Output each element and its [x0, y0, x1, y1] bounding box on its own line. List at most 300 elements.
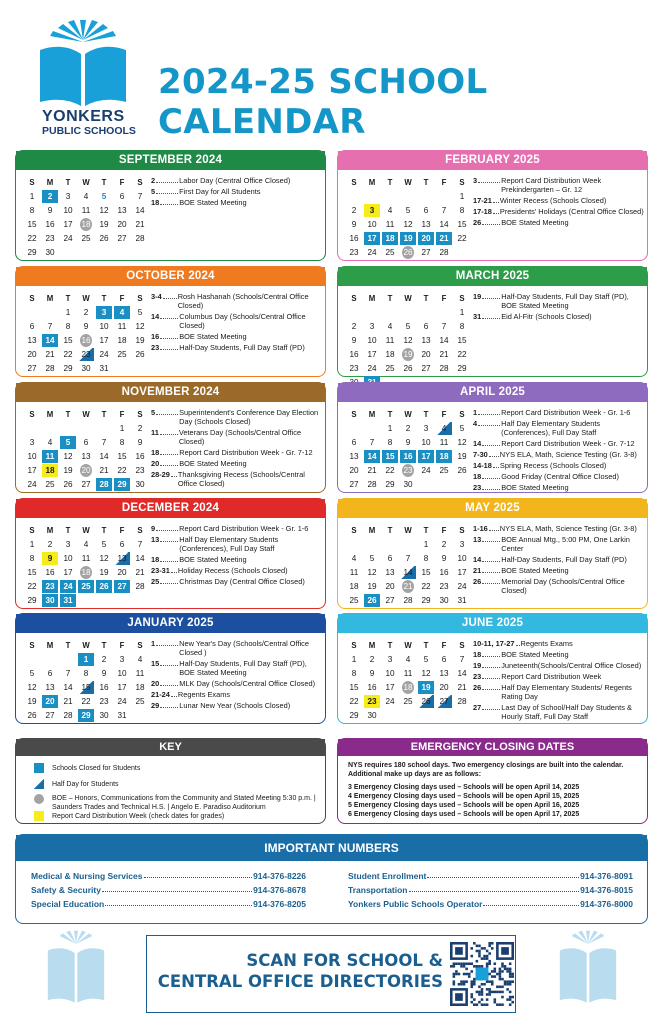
event-item: [473, 450, 645, 459]
calendar-day: 3: [459, 540, 465, 549]
calendar-day: 16: [400, 450, 416, 463]
event-text: Eid Al-Fitr (Schools Closed): [501, 312, 592, 321]
event-date: 18: [151, 555, 160, 564]
calendar-day: 18: [81, 568, 91, 577]
calendar-day: 9: [351, 336, 357, 345]
weekday-label: S: [351, 410, 357, 419]
weekday-label: S: [137, 410, 143, 419]
weekday-label: T: [423, 526, 429, 535]
calendar-day: 7: [441, 206, 447, 215]
calendar-day: 3: [65, 540, 71, 549]
calendar-day: 30: [99, 711, 109, 720]
event-date: 23-31: [151, 566, 170, 575]
month-events: [473, 408, 645, 494]
calendar-day: 5: [29, 669, 35, 678]
calendar-day: 29: [27, 596, 37, 605]
calendar-empty: [78, 594, 94, 607]
calendar-day: 10: [367, 220, 377, 229]
weekday-label: S: [137, 641, 143, 650]
calendar-day: 13: [421, 220, 431, 229]
calendar-day: 17: [457, 568, 467, 577]
event-date: 21: [473, 566, 482, 575]
calendar-day: 13: [421, 336, 431, 345]
calendar-day: 25: [117, 350, 127, 359]
calendar-day: 6: [119, 192, 125, 201]
calendar-day: 4: [436, 422, 452, 435]
calendar-empty: [382, 709, 398, 722]
phone-number-row: [348, 885, 633, 895]
leader-dots: [493, 461, 499, 468]
calendar-day: 27: [385, 596, 395, 605]
calendar-day: 21: [439, 350, 449, 359]
leader-dots: [482, 472, 500, 479]
calendar-day: 14: [99, 452, 109, 461]
calendar-empty: [364, 538, 380, 551]
calendar-day: 28: [45, 364, 55, 373]
calendar-day: 20: [117, 220, 127, 229]
calendar-day: 14: [439, 220, 449, 229]
weekday-label: F: [119, 410, 125, 419]
leader-dots: [156, 524, 178, 531]
weekday-label: S: [137, 526, 143, 535]
weekday-label: T: [423, 410, 429, 419]
event-item: [151, 679, 323, 688]
emergency-line: 5 Emergency Closing days used – Schools will be open April 16, 2025: [348, 802, 580, 809]
calendar-day: 13: [81, 452, 91, 461]
calendar-day: 12: [135, 322, 145, 331]
leader-dots: [489, 524, 499, 531]
calendar-day: 13: [385, 568, 395, 577]
calendar-day: 8: [83, 669, 89, 678]
event-text: BOE Stated Meeting: [179, 332, 247, 341]
weekday-label: T: [65, 294, 71, 303]
weekday-label: S: [29, 641, 35, 650]
closed-square-icon: [34, 763, 44, 773]
calendar-day: 4: [405, 655, 411, 664]
calendar-day: 4: [83, 540, 89, 549]
book-logo-left-icon: [40, 930, 112, 1010]
calendar-day: 23: [349, 248, 359, 257]
event-date: 13: [473, 535, 482, 544]
key-half-label: Half Day for Students: [52, 780, 119, 788]
month-grid: [346, 292, 478, 390]
event-date: 9: [151, 524, 156, 533]
calendar-day: 25: [439, 466, 449, 475]
calendar-day: 24: [63, 234, 73, 243]
event-date: 19: [473, 661, 482, 670]
month-panel: [15, 613, 326, 724]
calendar-empty: [132, 709, 148, 722]
weekday-label: M: [368, 294, 376, 303]
leader-dots: [482, 535, 500, 542]
calendar-day: 5: [405, 206, 411, 215]
weekday-label: S: [459, 641, 465, 650]
calendar-day: 13: [117, 206, 127, 215]
event-date: 13: [151, 535, 160, 544]
calendar-day: 11: [385, 220, 395, 229]
event-date: 18: [151, 198, 160, 207]
calendar-day: 12: [99, 206, 109, 215]
leader-dots: [482, 555, 500, 562]
calendar-day: 13: [45, 683, 55, 692]
event-item: [151, 690, 323, 699]
event-text: Half-Day Students, Full Day Staff (PD), BOE Stated Meeting: [501, 292, 629, 310]
calendar-day: 1: [119, 424, 125, 433]
calendar-day: 4: [114, 306, 130, 319]
leader-dots: [144, 871, 253, 878]
calendar-day: 15: [117, 452, 127, 461]
calendar-day: 8: [119, 438, 125, 447]
calendar-day: 12: [421, 669, 431, 678]
calendar-day: 6: [441, 655, 447, 664]
calendar-day: 23: [439, 582, 449, 591]
page-title: 2024-25 SCHOOL CALENDAR: [158, 62, 488, 142]
calendar-day: 20: [117, 568, 127, 577]
calendar-empty: [60, 653, 76, 666]
calendar-day: 21: [135, 220, 145, 229]
calendar-day: 23: [364, 695, 380, 708]
weekday-label: W: [404, 641, 412, 650]
leader-dots: [482, 672, 500, 679]
weekday-label: F: [119, 641, 125, 650]
event-date: 20: [151, 459, 160, 468]
month-events: [151, 292, 323, 354]
weekday-label: W: [82, 178, 90, 187]
calendar-day: 9: [42, 552, 58, 565]
calendar-empty: [364, 422, 380, 435]
calendar-day: 1: [423, 540, 429, 549]
calendar-empty: [24, 306, 40, 319]
calendar-day: 14: [63, 683, 73, 692]
calendar-day: 4: [47, 438, 53, 447]
calendar-day: 11: [42, 450, 58, 463]
event-date: 25: [151, 577, 160, 586]
event-text: Winter Recess (Schools Closed): [499, 196, 607, 205]
calendar-day: 11: [135, 669, 145, 678]
month-panel: [15, 266, 326, 377]
event-date: 15: [151, 659, 160, 668]
calendar-day: 23: [78, 348, 94, 361]
calendar-empty: [132, 246, 148, 259]
phone-number-row: [348, 871, 633, 881]
calendar-day: 9: [441, 554, 447, 563]
calendar-day: 2: [441, 540, 447, 549]
calendar-day: 25: [385, 364, 395, 373]
weekday-label: T: [387, 294, 393, 303]
calendar-day: 14: [364, 450, 380, 463]
calendar-day: 15: [421, 568, 431, 577]
event-item: [151, 292, 323, 310]
phone-label: Yonkers Public Schools Operator: [348, 899, 483, 909]
event-item: [473, 577, 645, 595]
event-date: 17-18: [473, 207, 492, 216]
calendar-day: 10: [457, 554, 467, 563]
calendar-day: 14: [135, 206, 145, 215]
calendar-day: 9: [83, 322, 89, 331]
calendar-day: 16: [349, 234, 359, 243]
phone-number: 914-376-8091: [580, 871, 633, 881]
leader-dots: [105, 899, 252, 906]
key-rcd-label: Report Card Distribution Week (check dates for grades): [52, 812, 225, 820]
weekday-label: S: [459, 178, 465, 187]
calendar-day: 5: [101, 540, 107, 549]
calendar-day: 3: [96, 306, 112, 319]
weekday-label: S: [351, 178, 357, 187]
scan-line-1: SCAN FOR SCHOOL &: [246, 951, 443, 970]
calendar-day: 20: [349, 466, 359, 475]
event-item: [473, 408, 645, 417]
month-events: [473, 639, 645, 723]
calendar-day: 10: [117, 669, 127, 678]
calendar-day: 7: [137, 540, 143, 549]
leader-dots: [160, 448, 178, 455]
calendar-empty: [418, 190, 434, 203]
leader-dots: [482, 703, 500, 710]
calendar-day: 22: [457, 350, 467, 359]
leader-dots: [160, 535, 178, 542]
calendar-day: 14: [42, 334, 58, 347]
calendar-day: 1: [459, 308, 465, 317]
calendar-day: 25: [403, 697, 413, 706]
weekday-label: S: [351, 641, 357, 650]
calendar-day: 20: [27, 350, 37, 359]
calendar-day: 14: [439, 336, 449, 345]
calendar-day: 27: [436, 695, 452, 708]
qr-code-icon[interactable]: [450, 940, 514, 1008]
calendar-day: 15: [382, 450, 398, 463]
calendar-day: 7: [65, 669, 71, 678]
weekday-label: T: [101, 410, 107, 419]
calendar-empty: [418, 306, 434, 319]
calendar-day: 11: [81, 554, 91, 563]
calendar-day: 19: [403, 350, 413, 359]
calendar-empty: [60, 246, 76, 259]
calendar-day: 30: [403, 480, 413, 489]
calendar-day: 19: [400, 232, 416, 245]
weekday-label: W: [82, 641, 90, 650]
calendar-day: 15: [27, 568, 37, 577]
calendar-day: 13: [349, 452, 359, 461]
calendar-day: 19: [418, 681, 434, 694]
leader-dots: [478, 176, 500, 183]
calendar-day: 3: [364, 204, 380, 217]
boe-circle-icon: [34, 794, 44, 804]
calendar-day: 27: [349, 480, 359, 489]
weekday-label: W: [404, 294, 412, 303]
event-text: Half Day Elementary Students (Conferences), Full Day Staff: [179, 535, 279, 553]
event-item: [473, 439, 645, 448]
event-date: 23: [151, 343, 160, 352]
event-text: Last Day of School/Half Day Students & Hourly Staff, Full Day Staff: [501, 703, 632, 721]
calendar-empty: [132, 362, 148, 375]
event-date: 3-4: [151, 292, 162, 301]
event-date: 5: [151, 408, 156, 417]
event-item: [151, 332, 323, 341]
month-grid: [24, 408, 156, 492]
calendar-empty: [96, 594, 112, 607]
event-date: 14-18: [473, 461, 492, 470]
month-title: MAY 2025: [338, 499, 647, 518]
event-text: BOE Stated Meeting: [179, 555, 247, 564]
phone-number: 914-376-8678: [253, 885, 306, 895]
calendar-day: 17: [364, 232, 380, 245]
weekday-label: M: [368, 178, 376, 187]
event-item: [151, 187, 323, 196]
calendar-day: 24: [60, 580, 76, 593]
calendar-empty: [24, 653, 40, 666]
calendar-day: 24: [367, 248, 377, 257]
event-text: Columbus Day (Schools/Central Office Closed): [179, 312, 306, 330]
event-date: 19: [473, 292, 482, 301]
calendar-day: 23: [135, 466, 145, 475]
event-text: BOE Stated Meeting: [501, 650, 569, 659]
calendar-day: 11: [117, 322, 127, 331]
leader-dots: [160, 701, 178, 708]
weekday-label: T: [65, 178, 71, 187]
calendar-day: 5: [137, 308, 143, 317]
weekday-label: F: [441, 294, 447, 303]
month-panel: [337, 613, 648, 724]
calendar-day: 16: [349, 350, 359, 359]
calendar-day: 29: [421, 596, 431, 605]
calendar-day: 12: [99, 554, 109, 563]
calendar-day: 16: [367, 683, 377, 692]
weekday-label: W: [82, 294, 90, 303]
calendar-day: 3: [423, 424, 429, 433]
calendar-day: 5: [60, 436, 76, 449]
event-text: BOE Stated Meeting: [501, 218, 569, 227]
calendar-day: 30: [45, 248, 55, 257]
event-text: Veterans Day (Schools/Central Office Closed): [178, 428, 302, 446]
calendar-day: 4: [83, 192, 89, 201]
weekday-label: M: [368, 526, 376, 535]
calendar-day: 21: [457, 683, 467, 692]
event-text: Half Day Elementary Students (Conferences), Full Day Staff: [501, 419, 601, 437]
event-text: Labor Day (Central Office Closed): [179, 176, 291, 185]
calendar-day: 25: [349, 596, 359, 605]
event-text: Half-Day Students, Full Day Staff (PD): [179, 343, 305, 352]
key-boe: [34, 794, 319, 812]
event-date: 23: [473, 483, 482, 492]
event-item: [151, 701, 323, 710]
calendar-day: 6: [47, 669, 53, 678]
event-item: [473, 524, 645, 533]
weekday-label: T: [387, 410, 393, 419]
weekday-label: T: [101, 641, 107, 650]
leader-dots: [482, 566, 500, 573]
event-text: Good Friday (Central Office Closed): [501, 472, 619, 481]
calendar-day: 22: [117, 466, 127, 475]
weekday-label: M: [46, 178, 54, 187]
event-date: 16: [151, 332, 160, 341]
leader-dots: [489, 450, 499, 457]
calendar-day: 4: [387, 206, 393, 215]
calendar-day: 24: [457, 582, 467, 591]
calendar-day: 13: [439, 669, 449, 678]
weekday-label: F: [119, 294, 125, 303]
book-logo-right-icon: [552, 930, 624, 1010]
leader-dots: [160, 428, 178, 435]
event-date: 1: [151, 639, 156, 648]
calendar-day: 19: [99, 220, 109, 229]
calendar-day: 1: [78, 653, 94, 666]
calendar-empty: [42, 422, 58, 435]
event-text: Report Card Distribution Week - Gr. 1-6: [179, 524, 309, 533]
event-item: [473, 555, 645, 564]
calendar-day: 29: [27, 248, 37, 257]
calendar-empty: [454, 246, 470, 259]
event-text: Superintendent's Conference Day Election Day (Schools Closed): [179, 408, 319, 426]
calendar-day: 28: [135, 234, 145, 243]
month-grid: [346, 524, 478, 608]
event-date: 26: [473, 683, 482, 692]
weekday-label: T: [423, 294, 429, 303]
calendar-day: 21: [436, 232, 452, 245]
event-text: Report Card Distribution Week - Gr. 7-12: [179, 448, 313, 457]
calendar-day: 7: [101, 438, 107, 447]
calendar-day: 15: [349, 683, 359, 692]
calendar-day: 26: [27, 711, 37, 720]
calendar-day: 28: [367, 480, 377, 489]
calendar-day: 6: [29, 322, 35, 331]
event-text: Rosh Hashanah (Schools/Central Office Closed): [177, 292, 309, 310]
leader-dots: [160, 343, 178, 350]
event-text: BOE Stated Meeting: [179, 198, 247, 207]
event-text: Spring Recess (Schools Closed): [499, 461, 607, 470]
calendar-day: 18: [135, 683, 145, 692]
calendar-day: 19: [367, 582, 377, 591]
event-date: 1-16: [473, 524, 488, 533]
calendar-day: 20: [385, 582, 395, 591]
calendar-day: 30: [135, 480, 145, 489]
calendar-day: 27: [117, 234, 127, 243]
key-half: [34, 779, 119, 789]
calendar-day: 21: [367, 466, 377, 475]
leader-dots: [478, 408, 500, 415]
calendar-day: 26: [135, 350, 145, 359]
calendar-day: 22: [349, 697, 359, 706]
month-title: DECEMBER 2024: [16, 499, 325, 518]
weekday-label: M: [46, 294, 54, 303]
month-grid: [24, 176, 156, 260]
calendar-day: 8: [351, 669, 357, 678]
calendar-day: 2: [42, 190, 58, 203]
calendar-day: 27: [421, 248, 431, 257]
calendar-day: 2: [47, 540, 53, 549]
key-closed: [34, 763, 140, 773]
event-text: Lunar New Year (Schools Closed): [179, 701, 291, 710]
calendar-day: 23: [349, 364, 359, 373]
calendar-day: 21: [135, 568, 145, 577]
weekday-label: S: [137, 294, 143, 303]
weekday-label: F: [441, 178, 447, 187]
calendar-day: 4: [351, 554, 357, 563]
calendar-day: 17: [385, 683, 395, 692]
calendar-day: 8: [29, 554, 35, 563]
event-text: Report Card Distribution Week Prekindergarten – Gr. 12: [501, 176, 602, 194]
event-date: 20: [151, 679, 160, 688]
calendar-day: 24: [385, 697, 395, 706]
calendar-day: 7: [405, 554, 411, 563]
half-triangle-icon: [34, 779, 44, 789]
calendar-day: 31: [99, 364, 109, 373]
calendar-day: 22: [81, 697, 91, 706]
leader-dots: [482, 683, 500, 690]
phone-label: Medical & Nursing Services: [31, 871, 143, 881]
calendar-empty: [418, 709, 434, 722]
event-item: [151, 343, 323, 352]
month-events: [473, 176, 645, 229]
